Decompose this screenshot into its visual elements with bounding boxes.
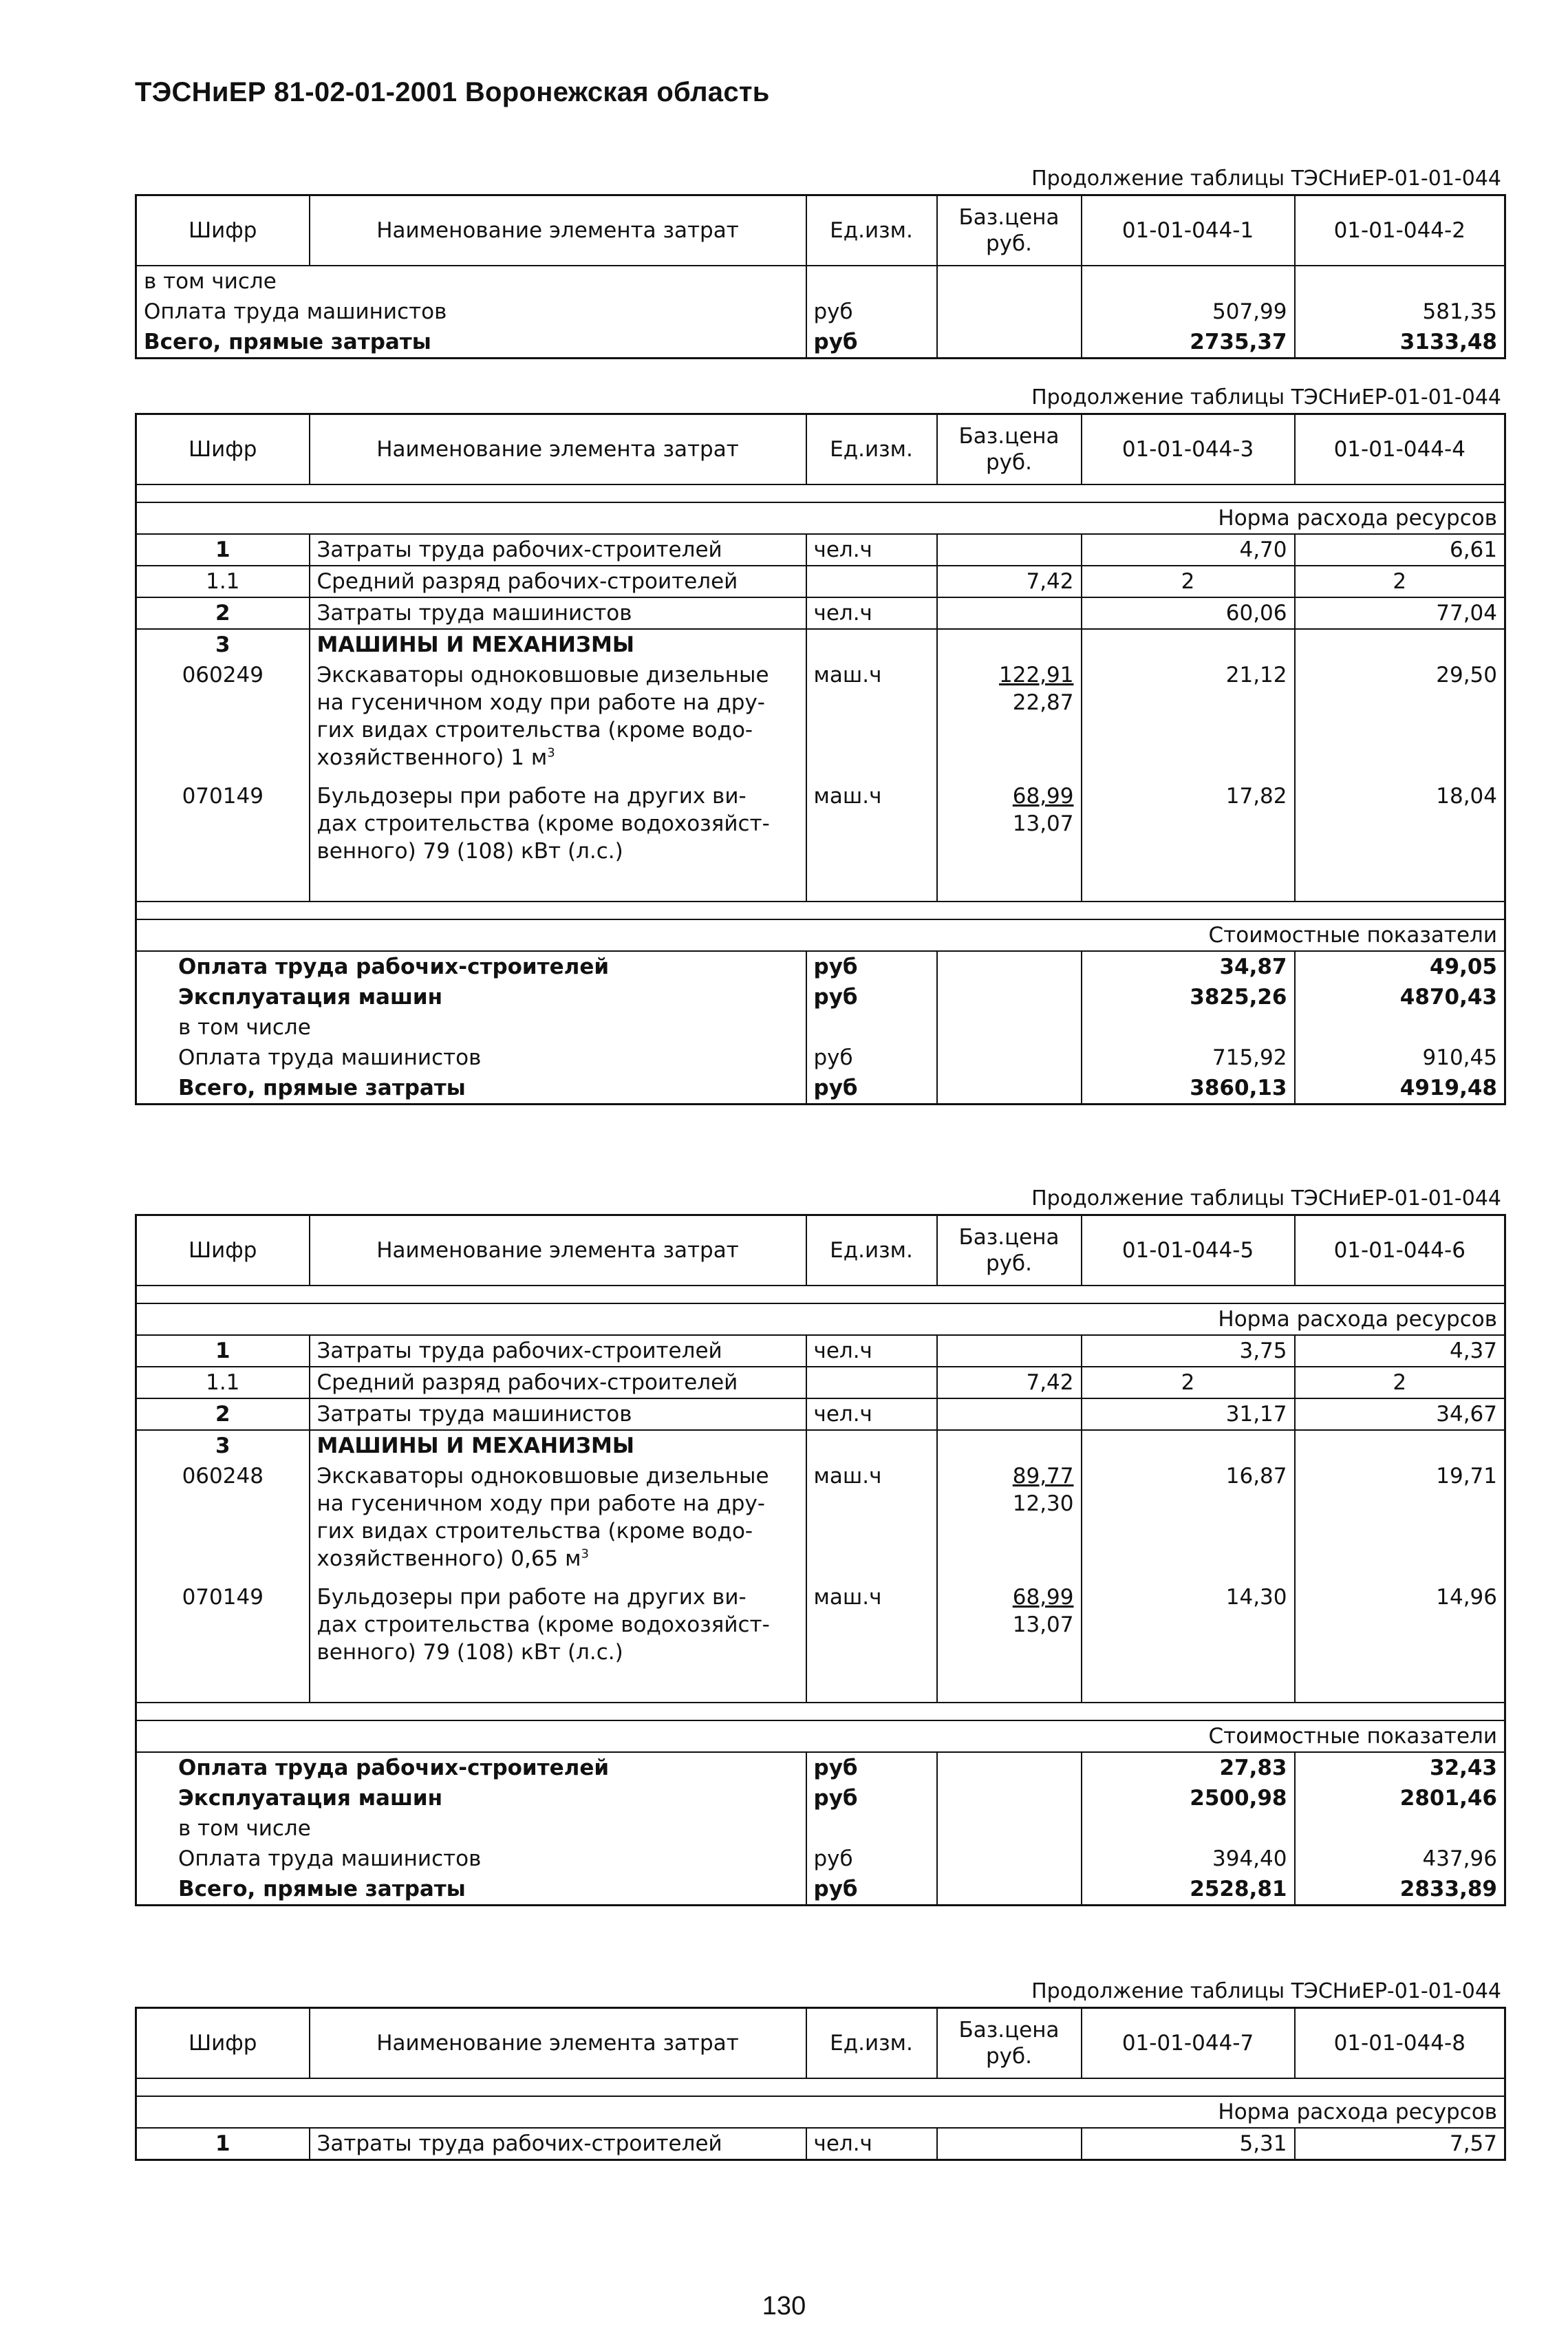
cost-value-a: 394,40 — [1082, 1844, 1295, 1874]
table-row — [136, 297, 1505, 327]
table-caption: Продолжение таблицы ТЭСНиЕР-01-01-044 — [1031, 167, 1501, 191]
row-unit: маш.ч — [806, 1574, 937, 1703]
table-row — [136, 660, 1505, 773]
row-value-a: 31,17 — [1082, 1398, 1295, 1430]
cost-row — [136, 1844, 1505, 1874]
cost-value-a: 2500,98 — [1082, 1783, 1295, 1813]
row-code: 3 — [136, 629, 310, 660]
cost-name: в том числе — [178, 1816, 311, 1841]
row-base-price: 7,42 — [937, 1367, 1082, 1398]
table-row — [136, 1398, 1505, 1430]
row-value-a: 4,70 — [1082, 534, 1295, 566]
row-code: 060248 — [182, 1464, 264, 1489]
row-unit: руб — [806, 297, 937, 327]
cost-name: Всего, прямые затраты — [178, 1076, 466, 1100]
row-name-line: Бульдозеры при работе на других ви- — [316, 784, 747, 809]
row-name-line: гих видах строительства (кроме водо- — [316, 718, 753, 743]
row-name — [310, 1461, 806, 1574]
row-value-a: 2 — [1082, 1367, 1295, 1398]
column-header-name: Наименование элемента затрат — [310, 195, 806, 266]
cost-value-a: 3860,13 — [1082, 1073, 1295, 1105]
row-name-line: хозяйственного) 1 $м^3$ — [316, 745, 555, 770]
row-code: 1 — [136, 1335, 310, 1367]
table-caption: Продолжение таблицы ТЭСНиЕР-01-01-044 — [1031, 1979, 1501, 2003]
row-name-line: Экскаваторы одноковшовые дизельные — [316, 663, 769, 687]
row-name: в том числе — [144, 269, 277, 294]
cost-name: Оплата труда машинистов — [178, 1846, 482, 1871]
cost-value-a: 2528,81 — [1082, 1874, 1295, 1906]
table-block-1 — [135, 164, 1504, 359]
row-code: 3 — [136, 1430, 310, 1461]
table-header-row — [136, 2008, 1505, 2079]
row-unit: маш.ч — [806, 1461, 937, 1574]
row-value-b: 2 — [1295, 566, 1505, 597]
row-value-b: 77,04 — [1295, 597, 1505, 629]
cost-unit: руб — [806, 1844, 937, 1874]
row-value-b: 581,35 — [1295, 297, 1505, 327]
column-header-base-price: Баз.цена руб. — [937, 1215, 1082, 1286]
row-name: Затраты труда рабочих-строителей — [310, 1335, 806, 1367]
table-header-row — [136, 1215, 1505, 1286]
cost-value-a: 715,92 — [1082, 1043, 1295, 1073]
table-row — [136, 1461, 1505, 1574]
cost-row-total — [136, 1874, 1505, 1906]
column-header-unit: Ед.изм. — [806, 2008, 937, 2079]
row-unit: руб — [806, 327, 937, 359]
row-value-b: 6,61 — [1295, 534, 1505, 566]
norm-label: Норма расхода ресурсов — [136, 1303, 1505, 1335]
table-block-3 — [135, 1184, 1504, 1906]
row-unit: чел.ч — [806, 1398, 937, 1430]
column-header-code: Шифр — [136, 414, 310, 485]
cost-row — [136, 1783, 1505, 1813]
row-value-a: 507,99 — [1082, 297, 1295, 327]
row-name-line: венного) 79 (108) кВт (л.с.) — [316, 839, 623, 864]
column-header-name: Наименование элемента затрат — [310, 1215, 806, 1286]
row-name-line: Бульдозеры при работе на других ви- — [316, 1585, 747, 1610]
cost-name: Оплата труда рабочих-строителей — [136, 951, 806, 982]
cost-name: Оплата труда машинистов — [178, 1045, 482, 1070]
row-unit: маш.ч — [806, 660, 937, 773]
row-code: 070149 — [182, 1585, 264, 1610]
column-header-code: Шифр — [136, 195, 310, 266]
cost-value-b: 49,05 — [1295, 951, 1505, 982]
cost-value-b: 437,96 — [1295, 1844, 1505, 1874]
row-unit: чел.ч — [806, 1335, 937, 1367]
table-row — [136, 1335, 1505, 1367]
column-header-name: Наименование элемента затрат — [310, 414, 806, 485]
norm-label-row — [136, 502, 1505, 534]
cost-row-total — [136, 1073, 1505, 1105]
row-code: 1 — [136, 534, 310, 566]
cost-name: Всего, прямые затраты — [178, 1877, 466, 1901]
table-row — [136, 266, 1505, 297]
column-header-b: 01-01-044-8 — [1295, 2008, 1505, 2079]
column-header-a: 01-01-044-5 — [1082, 1215, 1295, 1286]
row-name-line: хозяйственного) 0,65 $м^3$ — [316, 1546, 589, 1571]
cost-value-a: 3825,26 — [1082, 982, 1295, 1012]
row-name — [310, 660, 806, 773]
row-name-line: Экскаваторы одноковшовые дизельные — [316, 1464, 769, 1489]
section-title: МАШИНЫ И МЕХАНИЗМЫ — [310, 629, 806, 660]
row-name: Всего, прямые затраты — [144, 330, 431, 354]
row-value-a: 2735,37 — [1082, 327, 1295, 359]
row-value-a: 21,12 — [1082, 660, 1295, 773]
table-block-4 — [135, 1976, 1504, 2161]
cost-unit: руб — [806, 1043, 937, 1073]
cost-table — [135, 2007, 1506, 2161]
norm-label-row — [136, 1303, 1505, 1335]
row-name-line: венного) 79 (108) кВт (л.с.) — [316, 1640, 623, 1665]
row-name: Оплата труда машинистов — [144, 299, 447, 324]
cost-name: Оплата труда рабочих-строителей — [136, 1752, 806, 1783]
norm-label: Норма расхода ресурсов — [136, 502, 1505, 534]
cost-name: в том числе — [178, 1015, 311, 1040]
row-value-a: 16,87 — [1082, 1461, 1295, 1574]
section-title: МАШИНЫ И МЕХАНИЗМЫ — [310, 1430, 806, 1461]
column-header-b: 01-01-044-2 — [1295, 195, 1505, 266]
row-name-line: на гусеничном ходу при работе на дру- — [316, 1491, 765, 1516]
table-row — [136, 773, 1505, 902]
row-value-a: 17,82 — [1082, 773, 1295, 902]
column-header-code: Шифр — [136, 1215, 310, 1286]
row-code: 1 — [136, 2128, 310, 2160]
row-value-a: 2 — [1082, 566, 1295, 597]
column-header-name: Наименование элемента затрат — [310, 2008, 806, 2079]
cost-unit: руб — [806, 1073, 937, 1105]
column-header-base-price: Баз.цена руб. — [937, 195, 1082, 266]
column-header-b: 01-01-044-4 — [1295, 414, 1505, 485]
table-header-row — [136, 195, 1505, 266]
norm-label: Норма расхода ресурсов — [136, 2096, 1505, 2128]
row-value-b: 29,50 — [1295, 660, 1505, 773]
cost-row — [136, 1813, 1505, 1844]
table-row-total — [136, 327, 1505, 359]
table-row — [136, 597, 1505, 629]
cost-table — [135, 1214, 1506, 1906]
cost-value-b: 2801,46 — [1295, 1783, 1505, 1813]
row-value-b: 18,04 — [1295, 773, 1505, 902]
column-header-unit: Ед.изм. — [806, 1215, 937, 1286]
row-value-b: 19,71 — [1295, 1461, 1505, 1574]
row-base-price: 122,91 22,87 — [937, 660, 1082, 773]
cost-name: Эксплуатация машин — [178, 985, 443, 1010]
row-code: 2 — [136, 1398, 310, 1430]
row-code: 070149 — [182, 784, 264, 809]
row-name: Затраты труда рабочих-строителей — [310, 2128, 806, 2160]
row-name: Затраты труда машинистов — [310, 597, 806, 629]
column-header-a: 01-01-044-3 — [1082, 414, 1295, 485]
row-unit: чел.ч — [806, 2128, 937, 2160]
table-row — [136, 2128, 1505, 2160]
cost-table — [135, 194, 1506, 359]
cost-table — [135, 413, 1506, 1105]
table-caption: Продолжение таблицы ТЭСНиЕР-01-01-044 — [1031, 1186, 1501, 1211]
cost-value-b: 910,45 — [1295, 1043, 1505, 1073]
row-name-line: гих видах строительства (кроме водо- — [316, 1519, 753, 1544]
table-header-row — [136, 414, 1505, 485]
cost-value-a: 27,83 — [1082, 1752, 1295, 1783]
row-code: 060249 — [182, 663, 264, 687]
row-value-b: 7,57 — [1295, 2128, 1505, 2160]
cost-value-b: 2833,89 — [1295, 1874, 1505, 1906]
row-name: Затраты труда машинистов — [310, 1398, 806, 1430]
row-name: Затраты труда рабочих-строителей — [310, 534, 806, 566]
column-header-a: 01-01-044-1 — [1082, 195, 1295, 266]
section-row — [136, 1430, 1505, 1461]
row-unit: чел.ч — [806, 534, 937, 566]
column-header-unit: Ед.изм. — [806, 195, 937, 266]
column-header-code: Шифр — [136, 2008, 310, 2079]
row-name — [310, 773, 806, 902]
row-value-a: 60,06 — [1082, 597, 1295, 629]
column-header-a: 01-01-044-7 — [1082, 2008, 1295, 2079]
row-base-price: 68,99 13,07 — [937, 1574, 1082, 1703]
row-value-a: 14,30 — [1082, 1574, 1295, 1703]
cost-row — [136, 951, 1505, 982]
row-name — [310, 1574, 806, 1703]
cost-name: Эксплуатация машин — [178, 1786, 443, 1811]
cost-label-row — [136, 1720, 1505, 1752]
row-name: Средний разряд рабочих-строителей — [310, 1367, 806, 1398]
cost-label-row — [136, 919, 1505, 951]
table-row — [136, 1574, 1505, 1703]
row-code: 2 — [136, 597, 310, 629]
cost-unit: руб — [806, 1752, 937, 1783]
row-base-price: 7,42 — [937, 566, 1082, 597]
table-block-2 — [135, 383, 1504, 1105]
cost-unit: руб — [806, 982, 937, 1012]
row-value-b: 14,96 — [1295, 1574, 1505, 1703]
cost-row — [136, 982, 1505, 1012]
row-name-line: дах строительства (кроме водохозяйст- — [316, 1612, 770, 1637]
row-unit: маш.ч — [806, 773, 937, 902]
row-unit: чел.ч — [806, 597, 937, 629]
cost-row — [136, 1752, 1505, 1783]
document-header: ТЭСНиЕР 81-02-01-2001 Воронежская область — [135, 77, 770, 107]
cost-unit: руб — [806, 951, 937, 982]
column-header-unit: Ед.изм. — [806, 414, 937, 485]
row-value-b: 4,37 — [1295, 1335, 1505, 1367]
cost-unit: руб — [806, 1783, 937, 1813]
page-number: 130 — [762, 2292, 806, 2321]
row-value-a: 3,75 — [1082, 1335, 1295, 1367]
column-header-b: 01-01-044-6 — [1295, 1215, 1505, 1286]
row-name-line: на гусеничном ходу при работе на дру- — [316, 690, 765, 715]
row-name-line: дах строительства (кроме водохозяйст- — [316, 811, 770, 836]
cost-value-b: 32,43 — [1295, 1752, 1505, 1783]
row-value-b: 34,67 — [1295, 1398, 1505, 1430]
row-base-price: 68,99 13,07 — [937, 773, 1082, 902]
row-code: 1.1 — [136, 1367, 310, 1398]
table-row — [136, 534, 1505, 566]
section-row — [136, 629, 1505, 660]
row-code: 1.1 — [136, 566, 310, 597]
cost-value-a: 34,87 — [1082, 951, 1295, 982]
row-value-a: 5,31 — [1082, 2128, 1295, 2160]
cost-value-b: 4870,43 — [1295, 982, 1505, 1012]
cost-unit: руб — [806, 1874, 937, 1906]
cost-row — [136, 1043, 1505, 1073]
table-row — [136, 1367, 1505, 1398]
norm-label-row — [136, 2096, 1505, 2128]
cost-value-b: 4919,48 — [1295, 1073, 1505, 1105]
table-row — [136, 566, 1505, 597]
table-caption: Продолжение таблицы ТЭСНиЕР-01-01-044 — [1031, 385, 1501, 409]
cost-label: Стоимостные показатели — [136, 919, 1505, 951]
row-value-b: 2 — [1295, 1367, 1505, 1398]
row-base-price: 89,77 12,30 — [937, 1461, 1082, 1574]
row-value-b: 3133,48 — [1295, 327, 1505, 359]
column-header-base-price: Баз.цена руб. — [937, 414, 1082, 485]
row-name: Средний разряд рабочих-строителей — [310, 566, 806, 597]
cost-row — [136, 1012, 1505, 1043]
column-header-base-price: Баз.цена руб. — [937, 2008, 1082, 2079]
cost-label: Стоимостные показатели — [136, 1720, 1505, 1752]
